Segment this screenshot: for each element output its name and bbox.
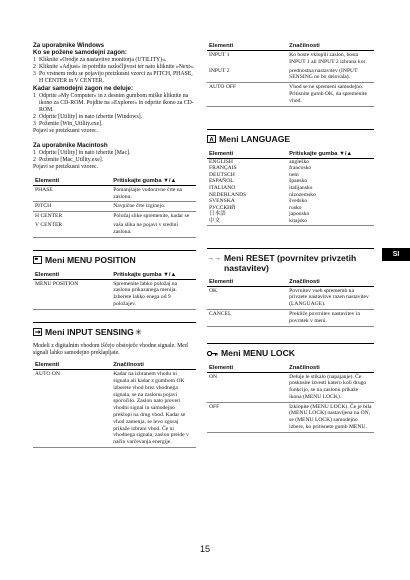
table-row: ON Deluje le stikalo (napajanje). Če poskusite izvesti katero koli drugo funkcijo, se na zaslonu prikaže ikona (MENU LOCK). — [207, 372, 374, 402]
manual-step-1: 1 Odprite »My Computer« in z desnim gumbom miške kliknite na ikono za CD-ROM. Pojdite na »Explorer« in odprite ikono za CD-ROM. — [33, 92, 194, 113]
table-row: CANCEL Prekliče povrnitev nastavitev in povratek v meni. — [207, 309, 374, 326]
input-sensing-icon — [33, 328, 42, 338]
table-row: FRANÇAIS francosko — [209, 165, 312, 172]
table-row: AUTO ON Kadar na izbranem vhodu ni signala ali kadar z gumbom OK izberete vhod brez vhodnega signala, se na zaslonu pojavi sporočilo. Zaslon nato preveri vhodni signal in samodejno preklopi na drug vhod. Kadar se vhod zamenja, se levo zgoraj prikaže izbrani vhod. Če ni vhodnega signala, zaslon preide v način varčevanja energije. — [33, 370, 196, 448]
table-row: SVENSKA švedsko — [209, 198, 308, 205]
step-1: 1 Kliknite »Orodje za nastavitve monitorja (UTILITY)«. — [33, 56, 167, 63]
input-sensing-section-title: Meni INPUT SENSING ✳ — [33, 322, 196, 338]
table-row: INPUT 2 prednostna nastavitev (INPUT SENSING ne bo delovala). — [207, 67, 374, 83]
menu-position-table: Elementi Pritiskajte gumba ▼/▲ MENU POSITION Spremenite lahko položaj na zaslonu prikazanega menija. Izberete lahko enega od 9 položajev. — [33, 271, 196, 310]
language-side-tab: SI — [382, 248, 410, 261]
mac-note: Pojavi se preizkusni vzorec. — [33, 163, 99, 170]
step-3: 3 Po vrstnem redu se pojavijo preizkusni vzorci za PITCH, PHASE, H CENTER in V CENTER. — [33, 71, 193, 85]
adjust-header-items: Elementi — [33, 177, 111, 186]
table-row: INPUT 1 Ko boste vklopili zaslon, bosta INPUT 1 ali INPUT 2 izbrana kot — [209, 52, 366, 65]
menu-position-icon — [33, 256, 42, 266]
table-row: OK Povrnitev vseh sprememb na privzete nastavitve razen nastavitev (LANGUAGE). — [207, 286, 374, 309]
table-row: ESPAÑOL špansko — [209, 178, 308, 185]
menu-lock-section-title: Meni MENU LOCK — [207, 343, 374, 359]
step-2: 2 Kliknite »Adjust« in potrdite razločljivost ter nato kliknite »Next«. — [33, 63, 195, 70]
key-icon — [207, 349, 218, 359]
left-column — [33, 42, 196, 448]
table-row: MENU POSITION Spremenite lahko položaj na zaslonu prikazanega menija. Izberete lahko enega od 9 položajev. — [33, 279, 196, 309]
table-row: V CENTER vaša slika ne pojavi v sredini zaslona. — [33, 221, 196, 237]
language-table: Elementi Pritiskajte gumba ▼/▲ ENGLISH angleško FRANÇAIS francosko DEUTSCH nem ESPAÑOL špansko ITALIANO italijansko NEDERLANDS nizozemsko SVENSKA švedsko РУССКИЙ rusko 日本語 japonsko 中文 kitajsko — [207, 150, 374, 226]
language-icon — [207, 135, 216, 145]
mac-heading: Za uporabnike Macintosh — [33, 142, 108, 150]
table-row: OFF Izklopite (MENU LOCK). Če je bila (MENU LOCK) nastavljena na ON, se (MENU LOCK) samodejno izbere, ko pritisnete gumb MENU. — [207, 402, 374, 432]
table-row: ENGLISH angleško — [209, 158, 310, 165]
table-row: NEDERLANDS nizozemsko — [209, 191, 316, 198]
table-row: H CENTER Položaj slike spremenite, kadar se — [35, 213, 190, 220]
adjust-header-buttons: Pritiskajte gumba ▼/▲ — [111, 177, 196, 186]
manual-step-3: 3 Poženite [Win_Utility.exe]. — [33, 120, 103, 127]
mac-step-2: 2 Poženite [Mac_Utility.exe]. — [33, 156, 104, 163]
table-row: 中文 kitajsko — [207, 218, 374, 225]
input-sensing-table: Elementi Značilnosti AUTO ON Kadar na izbranem vhodu ni signala ali kadar z gumbom OK izberete vhod brez vhodnega signala, se na zaslonu pojavi sporočilo. Zaslon nato preveri vhodni signal in samodejno preklopi na drug vhod. Kadar se vhod zamenja, se levo zgoraj prikaže izbrani vhod. Če ni vhodnega signala, zaslon preide v način varčevanja energije. — [33, 361, 196, 448]
input-sensing-intro: Modeli z digitalnim vhodom iščejo obstoječe vhodne signale. Med signali lahko samodejno preklapljate. — [33, 342, 188, 357]
autorun-heading: Ko se poženе samodejni zagon: — [33, 49, 127, 57]
windows-heading: Za uporabnike Windows — [33, 42, 105, 49]
table-row: AUTO OFF Vhod se ne spremeni samodejno. Pritisnite gumb OK, da spremenite vhod. — [207, 83, 374, 106]
svg-text:A: A — [209, 136, 214, 143]
menu-lock-table: Elementi Značilnosti ON Deluje le stikalo (napajanje). Če poskusite izvesti katero koli drugo funkcijo, se na zaslonu prikaže ikona (MENU LOCK). OFF Izklopite (MENU LOCK). Če je bila (MENU LOCK) nastavljena na ON, se (MENU LOCK) samodejno izbere, ko pritisnete gumb MENU. — [207, 364, 374, 433]
reset-section-title: →→ Meni RESET (povrnitev privzetih nastavitev) — [207, 248, 374, 273]
windows-note: Pojavi se preizkusni vzorec. — [33, 128, 99, 135]
table-row: РУССКИЙ rusko — [209, 204, 302, 211]
language-section-title: A Meni LANGUAGE — [207, 129, 374, 145]
no-autorun-heading: Kadar samodejni zagon ne deluje: — [33, 85, 134, 93]
menu-position-section-title: Meni MENU POSITION — [33, 250, 196, 266]
table-row: 日本語 japonsko — [209, 211, 310, 218]
input-table: Elementi Značilnosti INPUT 1 Ko boste vklopili zaslon, bosta INPUT 1 ali INPUT 2 izbrana kot INPUT 2 prednostna nastavitev (INPUT SENSING ne bo delovala). AUTO OFF Vhod se ne spremeni samodejno. Pritisnite gumb OK, da spremenite vhod. — [207, 42, 374, 107]
table-row: ITALIANO italijansko — [209, 184, 313, 191]
manual-step-2: 2 Odprite [Utility] in nato izberite [Windows]. — [33, 113, 143, 120]
mac-step-1: 1 Odprite [Utility] in nato izberite [Mac]. — [33, 149, 131, 156]
reset-arrow-icon: →→ — [207, 254, 221, 262]
asterisk-icon: ✳ — [134, 326, 143, 337]
table-row: PITCH Navpične črte izginejo. — [33, 202, 196, 212]
adjust-table — [33, 177, 196, 238]
page-number: 15 — [199, 544, 210, 554]
table-row: DEUTSCH nem — [209, 171, 299, 178]
table-row: PHASE Pomanjšajte vodoravne črte na zaslonu. — [33, 185, 196, 202]
reset-table: Elementi Značilnosti OK Povrnitev vseh sprememb na privzete nastavitve razen nastavitev (LANGUAGE). CANCEL Prekliče povrnitev nastavitev in povratek v meni. — [207, 278, 374, 327]
right-column — [207, 42, 374, 433]
